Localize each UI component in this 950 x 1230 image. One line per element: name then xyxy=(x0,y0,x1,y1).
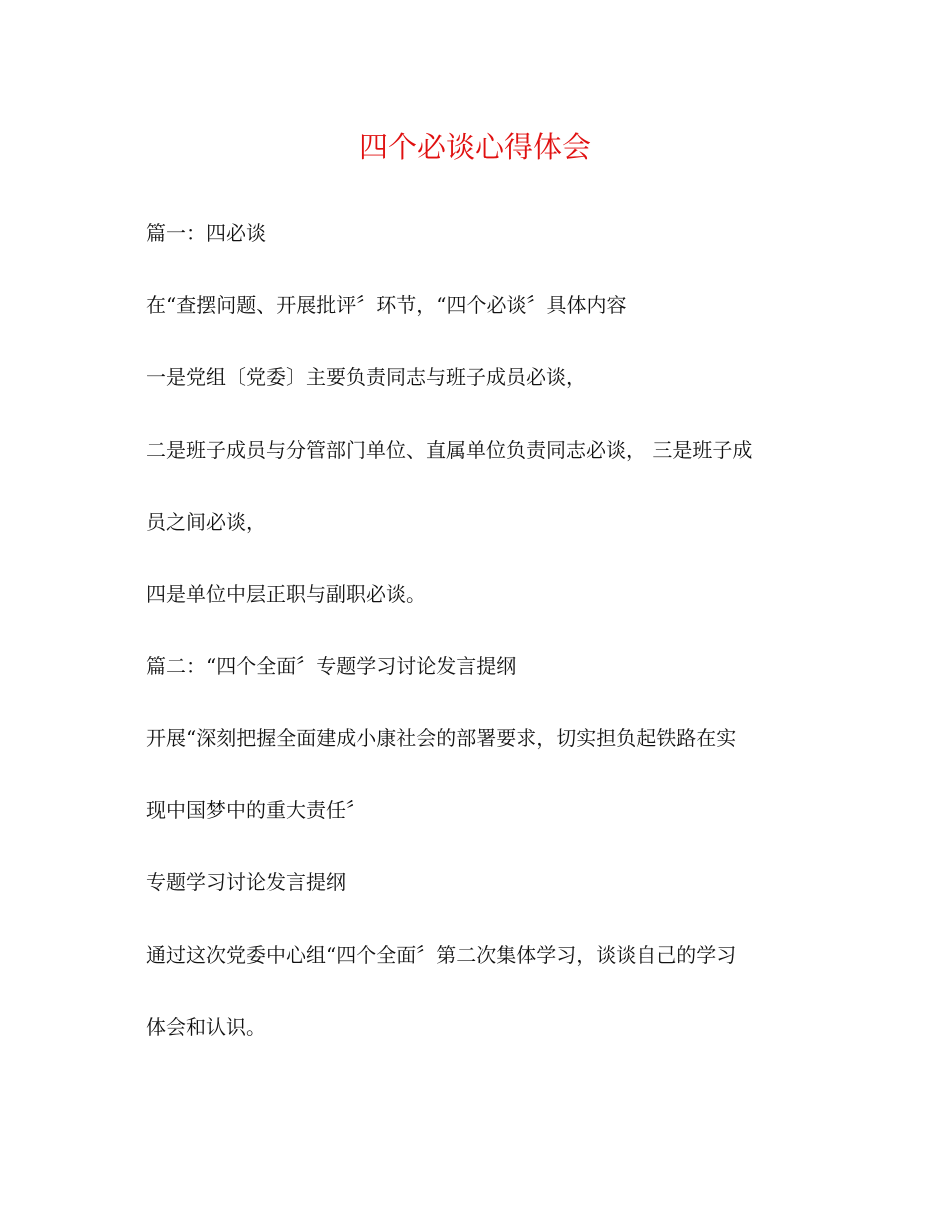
section-heading-1: 篇一：四必谈 xyxy=(146,221,266,245)
paragraph-line: 四是单位中层正职与副职必谈。 xyxy=(146,582,426,606)
paragraph-line: 员之间必谈， xyxy=(146,510,266,534)
paragraph-line: 一是党组〔党委〕主要负责同志与班子成员必谈， xyxy=(146,365,586,389)
paragraph-line: 在“查摆问题、开展批评〞环节，“四个必谈〞具体内容 xyxy=(146,293,627,317)
paragraph-line: 通过这次党委中心组“四个全面〞第二次集体学习，谈谈自己的学习 xyxy=(146,943,737,967)
paragraph-line: 专题学习讨论发言提纲 xyxy=(146,870,346,894)
page-title: 四个必谈心得体会 xyxy=(358,130,591,164)
paragraph-line: 现中国梦中的重大责任〞 xyxy=(146,798,366,822)
paragraph-line: 二是班子成员与分管部门单位、直属单位负责同志必谈， 三是班子成 xyxy=(146,438,753,462)
section-heading-2: 篇二：“四个全面〞专题学习讨论发言提纲 xyxy=(146,654,517,678)
paragraph-line: 开展“深刻把握全面建成小康社会的部署要求，切实担负起铁路在实 xyxy=(146,726,737,750)
paragraph-line: 体会和认识。 xyxy=(146,1015,266,1039)
